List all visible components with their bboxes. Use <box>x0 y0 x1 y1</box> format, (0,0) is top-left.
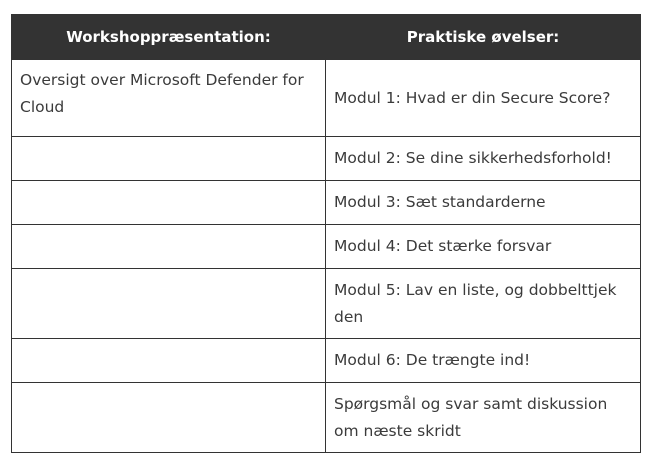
presentation-cell <box>12 225 326 269</box>
exercise-cell: Modul 1: Hvad er din Secure Score? <box>326 60 641 137</box>
presentation-cell <box>12 137 326 181</box>
header-exercises: Praktiske øvelser: <box>326 15 641 60</box>
exercise-cell: Modul 6: De trængte ind! <box>326 339 641 383</box>
table-row <box>12 225 641 269</box>
presentation-cell <box>12 339 326 383</box>
exercise-cell: Modul 3: Sæt standarderne <box>326 181 641 225</box>
table-row <box>12 137 641 181</box>
exercise-cell: Modul 5: Lav en liste, og dobbelttjek den <box>326 269 641 339</box>
presentation-cell <box>12 383 326 453</box>
presentation-cell: Oversigt over Microsoft Defender for Cloud <box>12 60 326 137</box>
workshop-table <box>11 14 641 453</box>
presentation-cell <box>12 269 326 339</box>
header-presentation: Workshoppræsentation: <box>12 15 326 60</box>
table-row <box>12 181 641 225</box>
table-row <box>12 383 641 453</box>
exercise-cell: Spørgsmål og svar samt diskussion om næste skridt <box>326 383 641 453</box>
table-row <box>12 60 641 137</box>
exercise-cell: Modul 4: Det stærke forsvar <box>326 225 641 269</box>
presentation-cell <box>12 181 326 225</box>
exercise-cell: Modul 2: Se dine sikkerhedsforhold! <box>326 137 641 181</box>
table-header-row <box>12 15 641 60</box>
table-row <box>12 269 641 339</box>
workshop-table-container <box>11 14 640 453</box>
table-row <box>12 339 641 383</box>
